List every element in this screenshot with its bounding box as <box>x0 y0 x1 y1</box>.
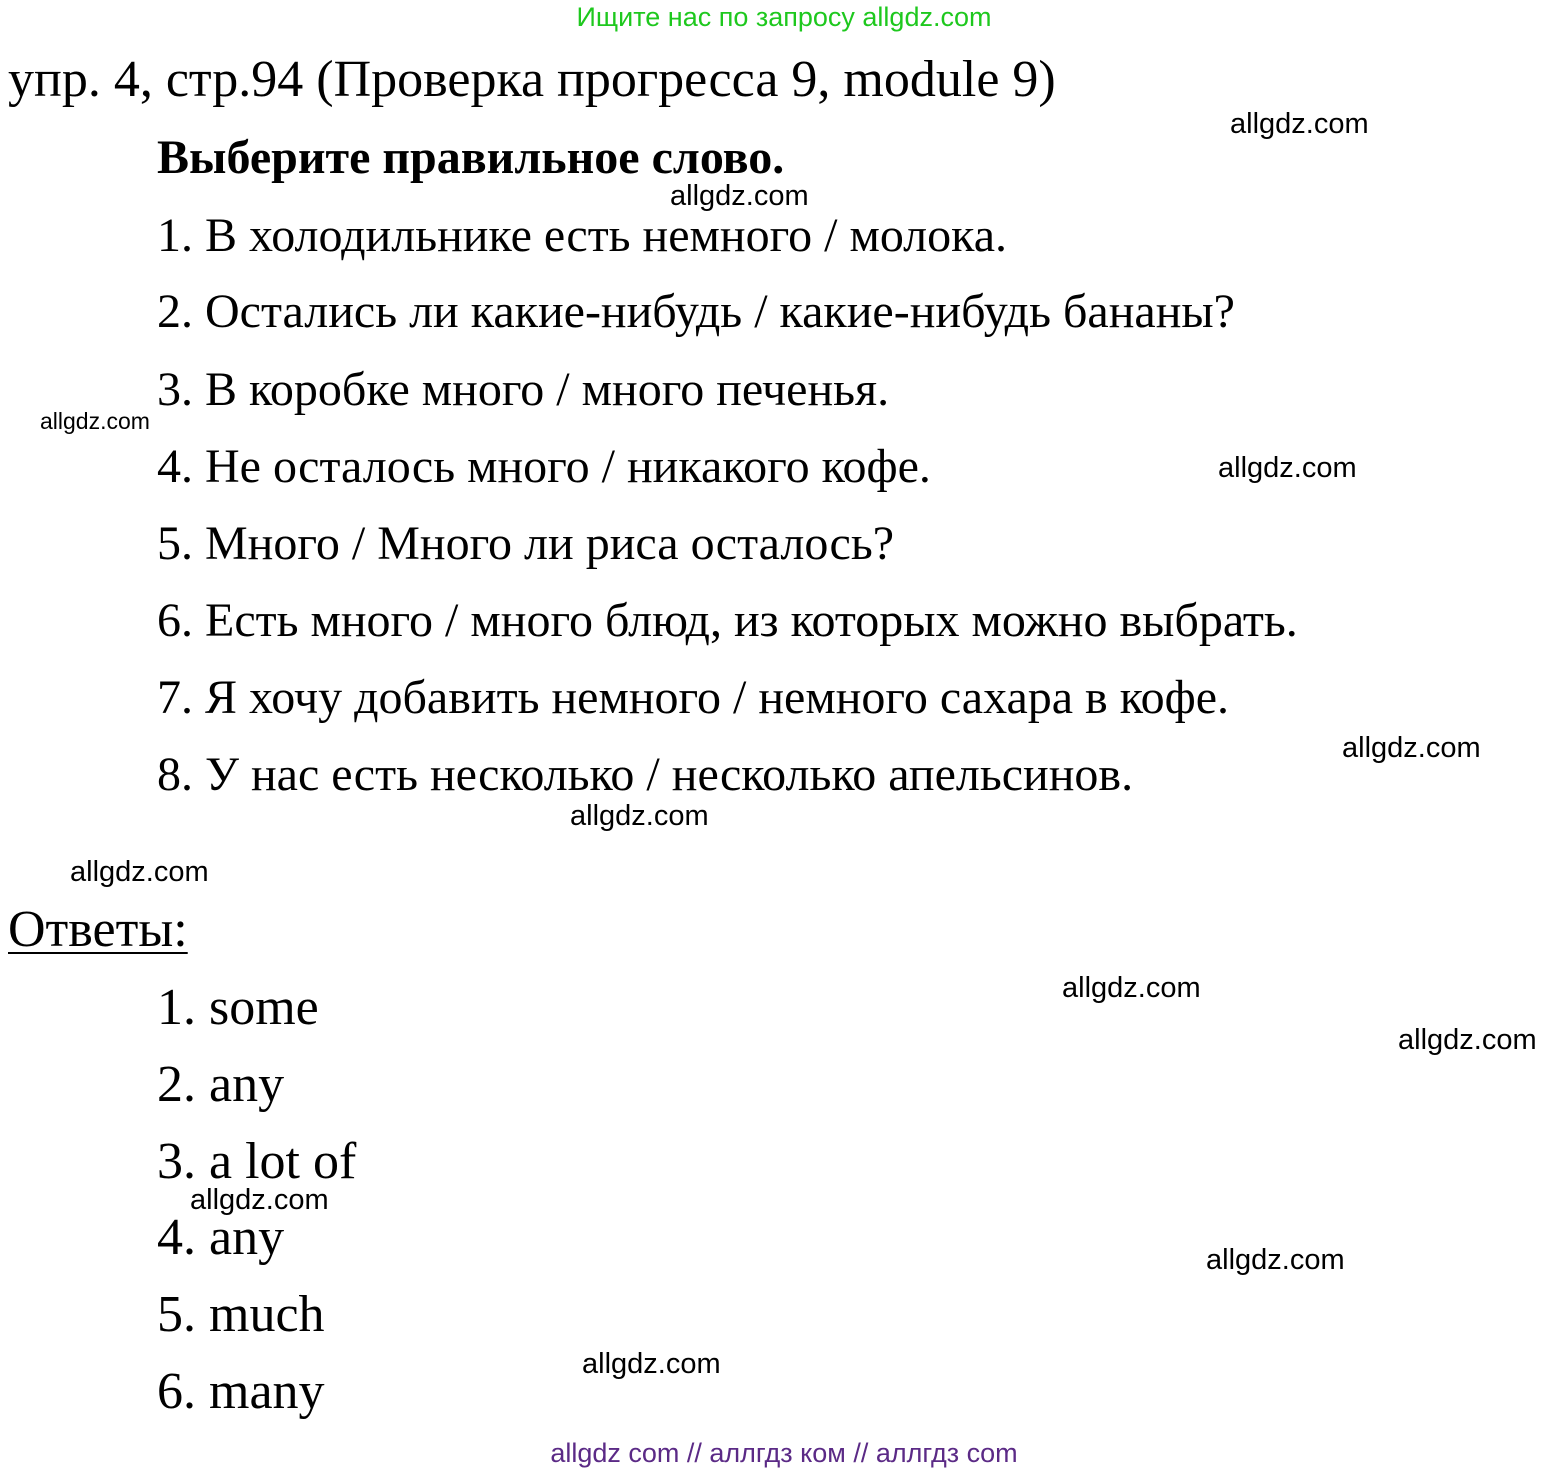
watermark: allgdz.com <box>1230 108 1369 140</box>
watermark: allgdz.com <box>70 856 209 888</box>
watermark: allgdz.com <box>1398 1024 1537 1056</box>
watermark: allgdz.com <box>40 408 150 434</box>
question-item: 8. У нас есть несколько / несколько апельсинов. <box>157 748 1134 801</box>
question-item: 6. Есть много / много блюд, из которых можно выбрать. <box>157 594 1298 647</box>
answer-item: 2. any <box>157 1056 285 1113</box>
answer-item: 6. many <box>157 1363 325 1420</box>
answer-item: 3. a lot of <box>157 1133 357 1190</box>
footer-watermark: allgdz com // аллгдз ком // аллгдз com <box>550 1438 1018 1468</box>
watermark: allgdz.com <box>670 180 809 212</box>
watermark: allgdz.com <box>570 800 709 832</box>
answer-item: 1. some <box>157 979 319 1036</box>
question-item: 3. В коробке много / много печенья. <box>157 363 890 416</box>
question-item: 4. Не осталось много / никакого кофе. <box>157 440 931 493</box>
question-item: 7. Я хочу добавить немного / немного сахара в кофе. <box>157 671 1230 724</box>
exercise-instruction: Выберите правильное слово. <box>157 131 785 184</box>
watermark: allgdz.com <box>1062 972 1201 1004</box>
watermark: allgdz.com <box>582 1348 721 1380</box>
question-item: 2. Остались ли какие-нибудь / какие-нибудь бананы? <box>157 285 1235 338</box>
answer-item: 5. much <box>157 1286 325 1343</box>
top-banner: Ищите нас по запросу allgdz.com <box>576 2 992 32</box>
question-item: 5. Много / Много ли риса осталось? <box>157 517 895 570</box>
watermark: allgdz.com <box>190 1184 329 1216</box>
answers-label: Ответы: <box>8 901 188 958</box>
exercise-heading: упр. 4, стр.94 (Проверка прогресса 9, module 9) <box>8 51 1056 108</box>
watermark: allgdz.com <box>1206 1244 1345 1276</box>
answer-item: 4. any <box>157 1209 285 1266</box>
watermark: allgdz.com <box>1218 452 1357 484</box>
question-item: 1. В холодильнике есть немного / молока. <box>157 209 1008 262</box>
watermark: allgdz.com <box>1342 732 1481 764</box>
